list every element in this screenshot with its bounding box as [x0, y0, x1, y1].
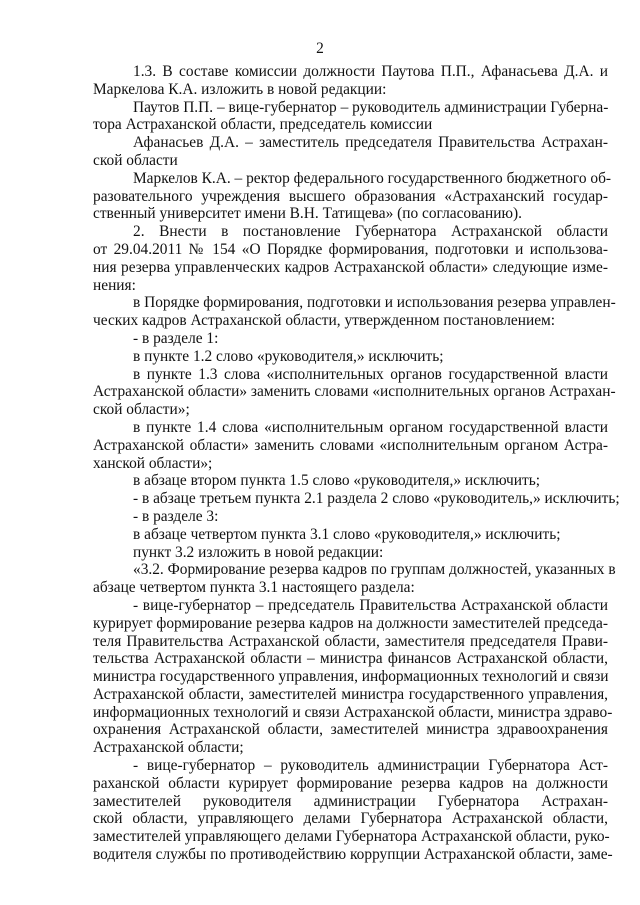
- text-line: ской области»;: [93, 401, 190, 419]
- text-line: Астраханской области;: [93, 739, 244, 757]
- text-line: пункт 3.2 изложить в новой редакции:: [133, 543, 384, 561]
- text-line: Паутов П.П. – вице-губернатор – руководитель администрации Губерна-: [133, 98, 609, 116]
- page-number: 2: [316, 40, 324, 57]
- text-line: Астраханской области» заменить словами «исполнительным органом Астра-: [93, 436, 608, 454]
- text-line: информационных технологий и связи Астраханской области, министра здраво-: [93, 703, 613, 721]
- text-line: ханской области»;: [93, 454, 213, 472]
- text-line: ской области: [93, 151, 178, 169]
- text-line: ственный университет имени В.Н. Татищева» (по согласованию).: [93, 205, 522, 223]
- text-line: ской области, управляющего делами Губернатора Астраханской области,: [93, 810, 608, 828]
- text-line: - вице-губернатор – руководитель администрации Губернатора Аст-: [133, 757, 608, 775]
- text-line: 1.3. В составе комиссии должности Паутова П.П., Афанасьева Д.А. и: [133, 63, 608, 80]
- text-line: заместителей управляющего делами Губернатора Астраханской области, руко-: [93, 828, 610, 846]
- text-line: министра государственного управления, информационных технологий и связи: [93, 668, 609, 686]
- text-line: Маркелова К.А. изложить в новой редакции:: [93, 80, 387, 98]
- text-line: от 29.04.2011 № 154 «О Порядке формирования, подготовки и использова-: [93, 240, 608, 258]
- text-line: 2. Внести в постановление Губернатора Астраханской области: [133, 223, 608, 241]
- text-line: в Порядке формирования, подготовки и использования резерва управлен-: [133, 294, 616, 312]
- text-line: тора Астраханской области, председатель комиссии: [93, 116, 433, 134]
- text-line: курирует формирование резерва кадров на должности заместителей председа-: [93, 614, 608, 632]
- text-line: Астраханской области» заменить словами «исполнительных органов Астрахан-: [93, 383, 616, 401]
- text-line: - в абзаце третьем пункта 2.1 раздела 2 слово «руководитель,» исключить;: [133, 490, 620, 508]
- text-line: водителя службы по противодействию коррупции Астраханской области, заме-: [93, 846, 613, 864]
- text-line: в пункте 1.3 слова «исполнительных органов государственной власти: [133, 365, 608, 383]
- text-line: - в разделе 1:: [133, 329, 219, 347]
- text-line: тельства Астраханской области – министра финансов Астраханской области,: [93, 650, 608, 668]
- text-line: разовательного учреждения высшего образования «Астраханский государ-: [93, 187, 608, 205]
- text-line: охранения Астраханской области, заместителей министра здравоохранения: [93, 721, 608, 739]
- text-line: в абзаце четвертом пункта 3.1 слово «руководителя,» исключить;: [133, 525, 561, 543]
- text-line: нения:: [93, 276, 136, 294]
- text-line: в абзаце втором пункта 1.5 слово «руководителя,» исключить;: [133, 472, 541, 490]
- text-line: ния резерва управленческих кадров Астраханской области» следующие изме-: [93, 258, 608, 276]
- text-line: теля Правительства Астраханской области, заместителя председателя Прави-: [93, 632, 608, 650]
- text-line: - в разделе 3:: [133, 507, 219, 525]
- text-line: Афанасьев Д.А. – заместитель председателя Правительства Астрахан-: [133, 134, 608, 152]
- text-line: - вице-губернатор – председатель Правительства Астраханской области: [133, 596, 608, 614]
- text-line: абзаце четвертом пункта 3.1 настоящего раздела:: [93, 579, 415, 597]
- text-line: «3.2. Формирование резерва кадров по группам должностей, указанных в: [133, 561, 616, 579]
- text-line: заместителей руководителя администрации Губернатора Астрахан-: [93, 792, 608, 810]
- text-line: Маркелов К.А. – ректор федерального государственного бюджетного об-: [133, 169, 612, 187]
- text-line: ческих кадров Астраханской области, утвержденном постановлением:: [93, 312, 556, 330]
- text-line: в пункте 1.2 слово «руководителя,» исключить;: [133, 347, 444, 365]
- document-body: [93, 63, 620, 864]
- text-line: раханской области курирует формирование резерва кадров на должности: [93, 774, 608, 792]
- text-line: Астраханской области, заместителей министра государственного управления,: [93, 685, 608, 703]
- text-line: в пункте 1.4 слова «исполнительным органом государственной власти: [133, 418, 608, 436]
